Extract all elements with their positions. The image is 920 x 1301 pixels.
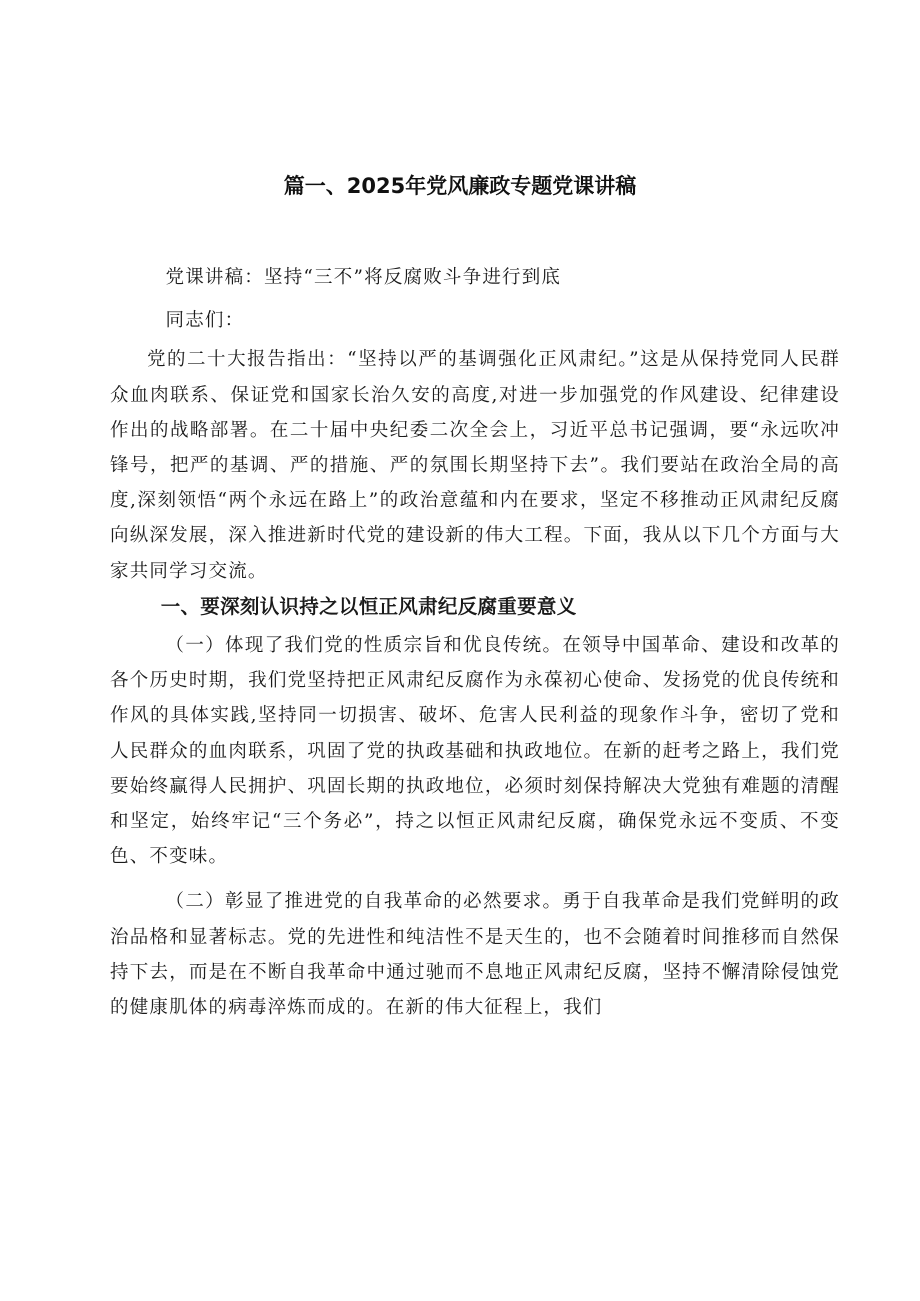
subtitle-paragraph: 党课讲稿：坚持“三不”将反腐败斗争进行到底 [165,267,562,288]
body-paragraph: （一）体现了我们党的性质宗旨和优良传统。在领导中国革命、建设和改革的各个历史时期，我们党坚持把正风肃纪反腐作为永葆初心使命、发扬党的优良传统和作风的具体实践,坚持同一切损害、破坏、危害人民利益的现象作斗争，密切了党和人民群众的血肉联系，巩固了党的执政基础和执政地位。在新的赶考之路上，我们党要始终赢得人民拥护、巩固长期的执政地位，必须时刻保持解决大党独有难题的清醒和坚定，始终牢记“三个务必”，持之以恒正风肃纪反腐，确保党永远不变质、不变色、不变味。 [110,635,840,868]
intro-paragraph: 党的二十大报告指出：“坚持以严的基调强化正风肃纪。”这是从保持党同人民群众血肉联系、保证党和国家长治久安的高度,对进一步加强党的作风建设、纪律建设作出的战略部署。在二十届中央纪委二次全会上，习近平总书记强调，要“永远吹冲锋号，把严的基调、严的措施、严的氛围长期坚持下去”。我们要站在政治全局的高度,深刻领悟“两个永远在路上”的政治意蕴和内在要求，坚定不移推动正风肃纪反腐向纵深发展，深入推进新时代党的建设新的伟大工程。下面，我从以下几个方面与大家共同学习交流。 [110,349,840,582]
body-paragraph: （二）彰显了推进党的自我革命的必然要求。勇于自我革命是我们党鲜明的政治品格和显著标志。党的先进性和纯洁性不是天生的，也不会随着时间推移而自然保持下去，而是在不断自我革命中通过驰而不息地正风肃纪反腐，坚持不懈清除侵蚀党的健康肌体的病毒淬炼而成的。在新的伟大征程上，我们 [110,891,840,1019]
document-title: 篇一、2025年党风廉政专题党课讲稿 [283,174,637,198]
document-body [110,260,840,1025]
section-heading: 一、要深刻认识持之以恒正风肃纪反腐重要意义 [160,594,577,618]
salutation-paragraph: 同志们： [165,310,245,332]
